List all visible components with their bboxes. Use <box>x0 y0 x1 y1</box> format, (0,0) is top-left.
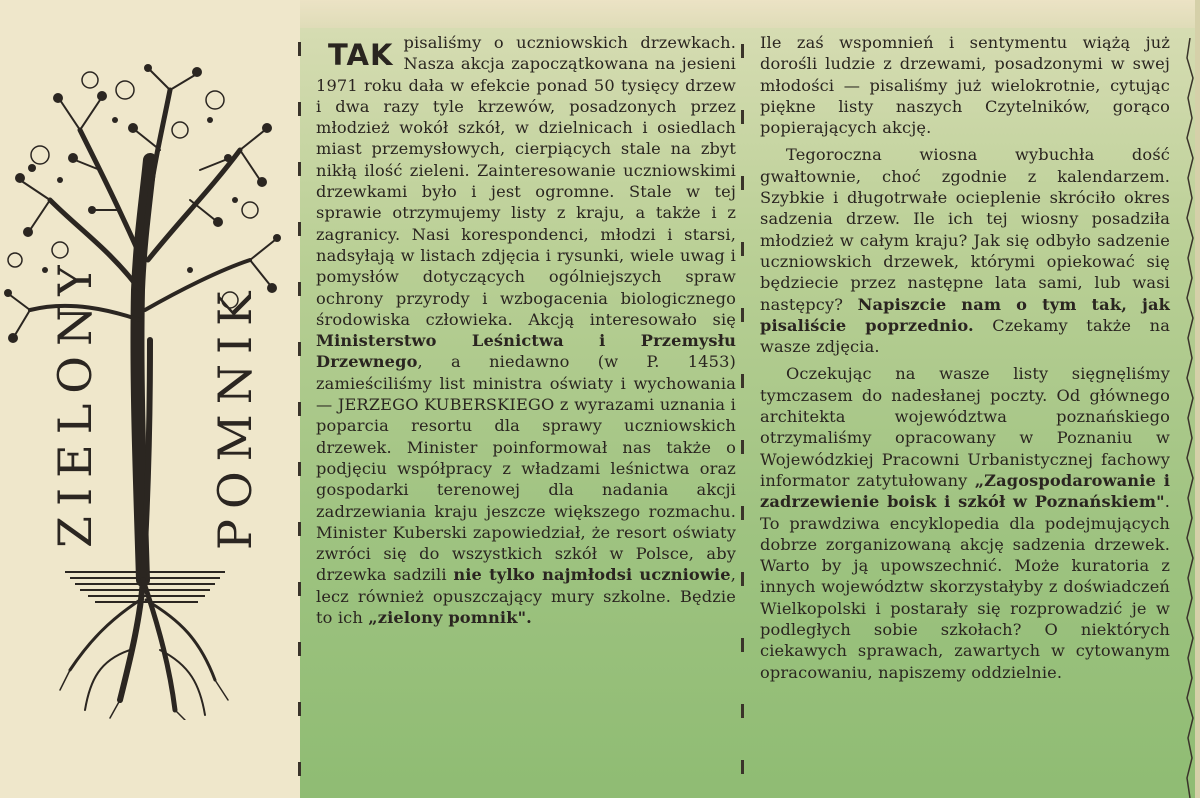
write-to-us-emphasis: Napiszcie nam o tym tak, jak pisaliście poprzednio. <box>760 294 1170 335</box>
title-pomnik: POMNIK <box>208 281 262 550</box>
paragraph-4 <box>760 363 1170 682</box>
page-edge-strip <box>1195 0 1200 798</box>
ministry-name: Ministerstwo Leśnictwa i Przemysłu Drzewnego <box>316 331 736 372</box>
paragraph-1-text: pisaliśmy o uczniowskich drzewkach. Nasza akcja zapoczątkowana na jesieni 1971 roku dała w efekcie ponad 50 tysięcy drzew i dwa razy tyle krzewów, posadzonych przez młodzież wokół szkół, w dzielnicach i osiedlach miast przemysłowych, cierpiących stale na zbyt nikłą ilość zieleni. Zainteresowanie uczniowskimi drzewkami było i jest ogromne. Stale w tej sprawie otrzymujemy listy z kraju, a także i z zagranicy. Nasi korespondenci, młodzi i starsi, nadsyłają w listach zdjęcia i rysunki, wiele uwag i pomysłów dotyczących ogólniejszych spraw ochrony przyrody i wzbogacenia biologicznego środowiska człowieka. Akcją interesowało się <box>316 33 736 329</box>
paragraph-4-text-2: . To prawdziwa encyklopedia dla podejmujących dobrze zorganizowaną akcję sadzenia drzewek. Warto by ją upowszechnić. Może kuratoria z innych województw skorzystałyby z doświadczeń Wielkopolski i postarały się rozprowadzić je w podległych sobie szkołach? O niektórych ciekawych sprawach, zawartych w cytowanym opracowaniu, napiszemy oddzielnie. <box>760 492 1170 682</box>
panel-top-fade <box>300 0 1195 28</box>
paragraph-3-text: Tegoroczna wiosna wybuchła dość gwałtownie, choć zgodnie z kalendarzem. Szybkie i długotrwałe ocieplenie skróciło okres sadzenia drzew. Ile ich tej wiosny posadziła młodzież w całym kraju? Jak się odbyło sadzenie uczniowskich drzewek, którymi opiekować się będziecie przez następne lata sami, lub wasi następcy? <box>760 145 1170 314</box>
paragraph-3 <box>760 144 1170 357</box>
paragraph-1-text-2: , a niedawno (w P. 1453) zamieściliśmy list ministra oświaty i wychowania — JERZEGO KUBERSKIEGO z wyrazami uznania i poparcia resortu dla sprawy uczniowskich drzewek. Minister poinformował nas także o podjęciu współpracy z władzami leśnictwa oraz gospodarki terenowej dla nadania akcji zadrzewiania kraju jeszcze większego rozmachu. Minister Kuberski zapowiedział, że resort oświaty zwróci się do wszystkich szkół w Polsce, aby drzewka sadzili <box>316 352 736 585</box>
lead-word: TAK <box>328 38 394 72</box>
middle-column-rule <box>741 0 747 798</box>
paragraph-1-text-3: , lecz również opuszczający mury szkolne. Będzie to ich <box>316 565 736 628</box>
title-zielony: ZIELONY <box>48 255 102 548</box>
paragraph-3-text-2: Czekamy także na wasze zdjęcia. <box>760 315 1170 357</box>
page-edge-decoration <box>1185 38 1195 798</box>
article-column-1 <box>316 32 736 628</box>
left-column-rule <box>298 0 304 798</box>
youngest-students-emphasis: nie tylko najmłodsi uczniowie <box>453 565 731 585</box>
paragraph-1 <box>316 32 736 628</box>
paragraph-4-text: Oczekując na wasze listy sięgnęliśmy tymczasem do nadesłanej poczty. Od głównego architekta województwa poznańskiego otrzymaliśmy opracowany w Poznaniu w Wojewódzkiej Pracowni Urbanistycznej fachowy informator zatytułowany <box>760 364 1170 490</box>
article-column-2 <box>760 32 1170 683</box>
guide-title: „Zagospodarowanie i zadrzewienie boisk i szkół w Poznańskiem" <box>760 470 1170 512</box>
paragraph-2: Ile zaś wspomnień i sentymentu wiążą już dorośli ludzie z drzewami, posadzonymi w swej młodości — pisaliśmy już wielokrotnie, cytując piękne listy naszych Czytelników, gorąco popierających akcję. <box>760 33 1170 138</box>
green-monument-emphasis: „zielony pomnik". <box>368 608 532 628</box>
